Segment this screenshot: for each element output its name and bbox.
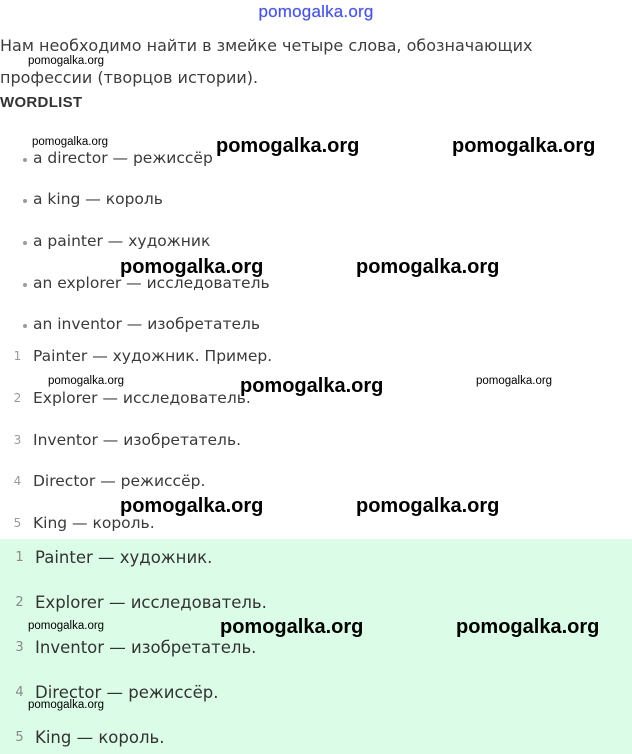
- answer-text: Explorer — исследователь.: [35, 592, 267, 612]
- list-number: 2: [13, 391, 22, 405]
- answer-item: [0, 631, 256, 663]
- list-item-text: an explorer — исследователь: [33, 274, 270, 292]
- answer-number: 4: [15, 684, 24, 700]
- section-title: WORDLIST: [0, 94, 83, 111]
- list-item: [0, 224, 210, 258]
- watermark: pomogalka.org: [28, 55, 105, 67]
- list-number: 3: [13, 433, 22, 447]
- watermark: pomogalka.org: [216, 135, 360, 157]
- bullet-icon: [0, 151, 33, 165]
- site-header: [0, 0, 632, 26]
- watermark: pomogalka.org: [240, 375, 384, 397]
- bullet-icon: [0, 317, 33, 331]
- answer-item: [0, 541, 212, 573]
- list-item: [0, 307, 260, 341]
- list-item-text: a king — король: [33, 190, 163, 208]
- watermark: pomogalka.org: [456, 616, 600, 638]
- site-title-link[interactable]: pomogalka.org: [258, 2, 374, 21]
- list-item-text: Director — режиссёр.: [33, 472, 206, 490]
- watermark: pomogalka.org: [452, 135, 596, 157]
- list-item: [0, 464, 205, 498]
- watermark: pomogalka.org: [32, 136, 109, 148]
- list-item-text: a director — режиссёр: [33, 149, 213, 167]
- watermark: pomogalka.org: [28, 620, 105, 632]
- watermark: pomogalka.org: [48, 375, 125, 387]
- watermark: pomogalka.org: [120, 256, 264, 278]
- answer-number: 5: [15, 729, 24, 745]
- list-item: [0, 182, 163, 216]
- answer-number: 1: [15, 549, 24, 565]
- list-number: 4: [13, 474, 22, 488]
- answer-text: Director — режиссёр.: [35, 682, 219, 702]
- watermark: pomogalka.org: [220, 616, 364, 638]
- bullet-icon: [0, 276, 33, 290]
- answer-item: [0, 721, 164, 753]
- list-item-text: King — король.: [33, 514, 155, 532]
- watermark: pomogalka.org: [120, 495, 264, 517]
- list-item-text: Inventor — изобретатель.: [33, 431, 242, 449]
- answer-text: Inventor — изобретатель.: [35, 637, 257, 657]
- answer-number: 2: [15, 594, 24, 610]
- list-item: [0, 381, 251, 415]
- task-description: Нам необходимо найти в змейке четыре слова, обозначающих профессии (творцов истории).: [0, 36, 533, 87]
- list-item: [0, 339, 272, 373]
- answer-text: Painter — художник.: [35, 547, 213, 567]
- list-item: [0, 423, 241, 457]
- list-item-text: Explorer — исследователь.: [33, 389, 251, 407]
- answer-text: King — король.: [35, 727, 165, 747]
- answer-number: 3: [15, 639, 24, 655]
- list-number: 1: [13, 349, 22, 363]
- watermark: pomogalka.org: [28, 699, 105, 711]
- bullet-icon: [0, 192, 33, 206]
- watermark: pomogalka.org: [356, 495, 500, 517]
- bullet-icon: [0, 234, 33, 248]
- list-item-text: Painter — художник. Пример.: [33, 347, 273, 365]
- watermark: pomogalka.org: [476, 375, 553, 387]
- watermark: pomogalka.org: [356, 256, 500, 278]
- answer-box: [0, 539, 632, 754]
- list-item-text: a painter — художник: [33, 232, 211, 250]
- list-number: 5: [13, 516, 22, 530]
- answer-item: [0, 586, 267, 618]
- list-item-text: an inventor — изобретатель: [33, 315, 261, 333]
